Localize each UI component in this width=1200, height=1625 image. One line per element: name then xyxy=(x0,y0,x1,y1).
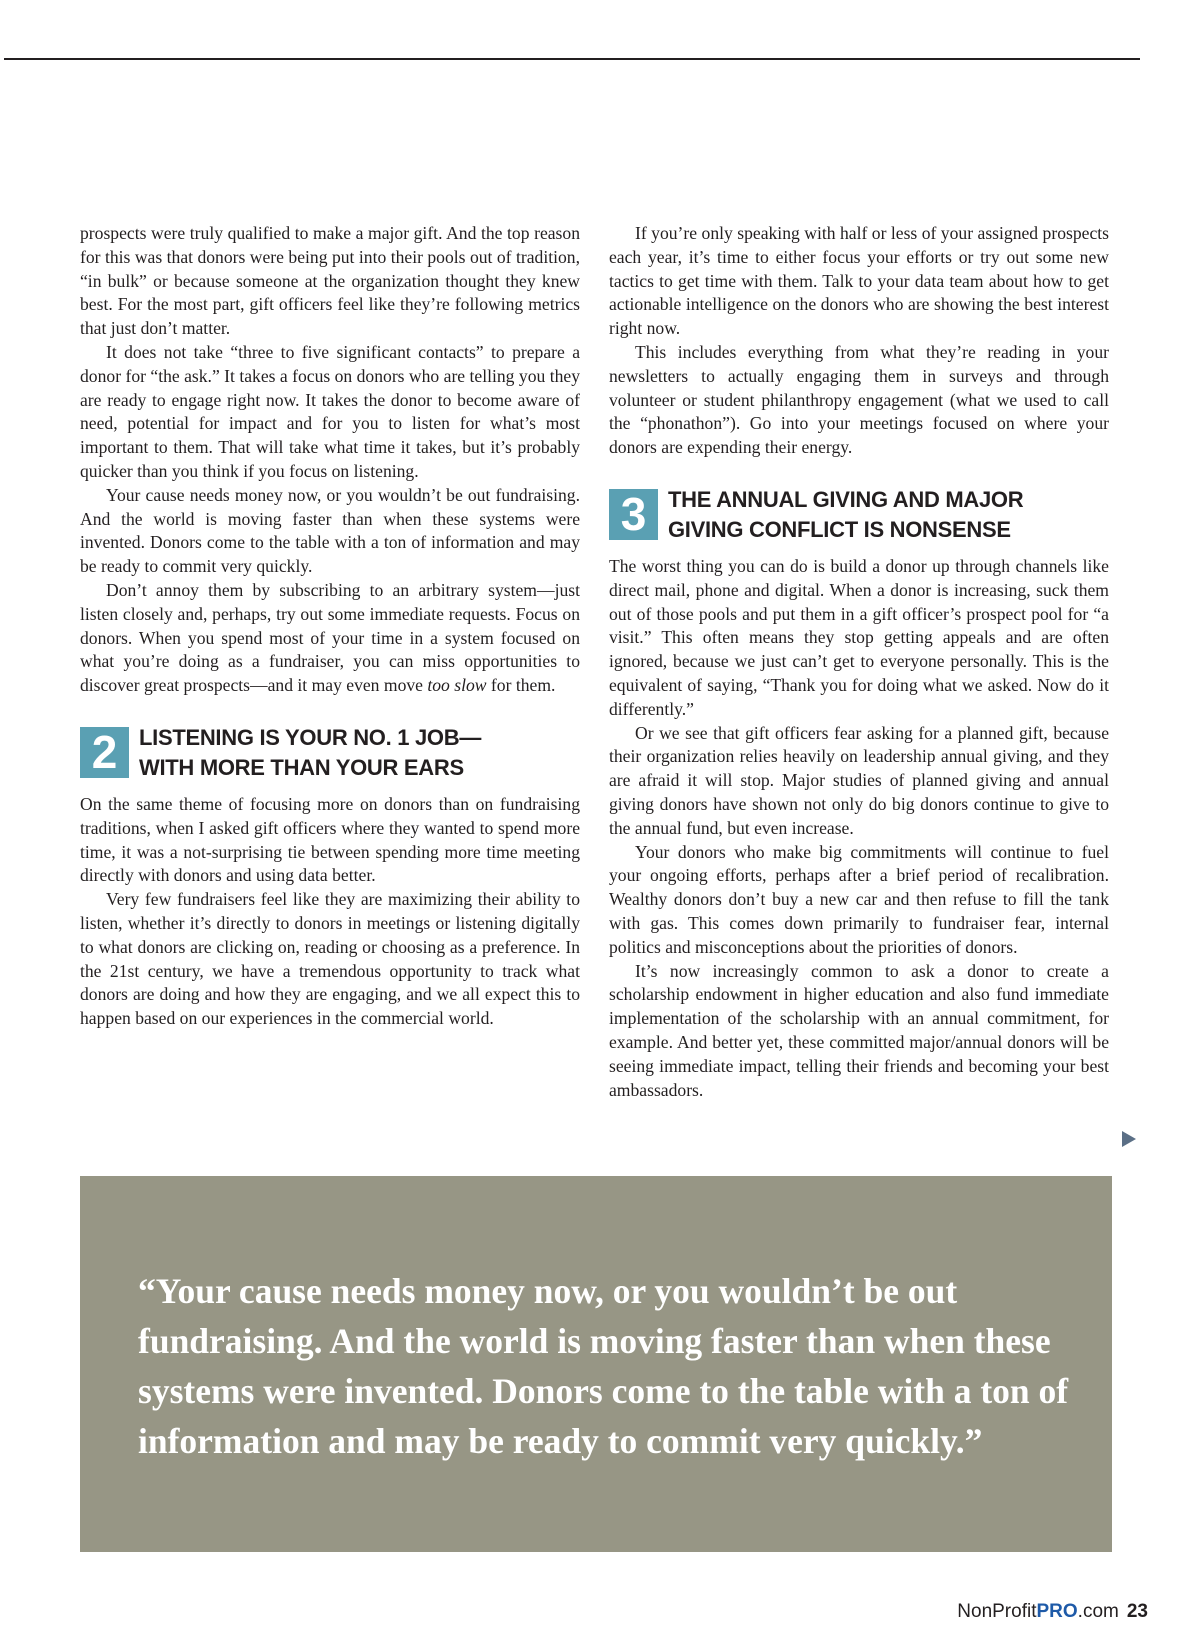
left-column xyxy=(80,222,580,1031)
triangle-right-icon xyxy=(1122,1131,1136,1147)
body-paragraph: On the same theme of focusing more on donors than on fundraising traditions, when I asked gift officers where they wanted to spend more time, it was a not-surprising tie between spending more time meeting directly with donors and using data better. xyxy=(80,793,580,886)
page-footer xyxy=(957,1601,1148,1623)
body-paragraph: It’s now increasingly common to ask a donor to create a scholarship endowment in higher education and also fund immediate implementation of the scholarship with an annual commitment, for example. And better yet, these committed major/annual donors will be seeing immediate impact, telling their friends and becoming your best ambassadors. xyxy=(609,960,1109,1100)
right-column xyxy=(609,222,1109,1102)
footer-brand-part: NonProfit xyxy=(957,1601,1037,1622)
footer-brand-part: PRO xyxy=(1036,1601,1078,1622)
section-title-line: LISTENING IS YOUR NO. 1 JOB— xyxy=(139,724,482,750)
body-paragraph: Your cause needs money now, or you wouldn’t be out fundraising. And the world is moving faster than when these systems were invented. Donors come to the table with a ton of information and may be ready to commit very quickly. xyxy=(80,484,580,577)
emphasis-text: too slow xyxy=(427,675,487,696)
page-number: 23 xyxy=(1126,1601,1148,1622)
body-text: Don’t annoy them by subscribing to an arbitrary system—just listen closely and, perhaps, try out some immediate requests. Focus on donors. When you spend most of your time in a system focused on what you’re doing as a fundraiser, you can miss opportunities to discover great prospects—and it may even move xyxy=(80,579,580,696)
body-paragraph: If you’re only speaking with half or less of your assigned prospects each year, it’s time to either focus your efforts or try out some new tactics to get time with them. Talk to your data team about how to get actionable intelligence on the donors who are showing the best interest right now. xyxy=(609,223,1109,339)
section-number-badge: 2 xyxy=(80,727,129,778)
body-text: for them. xyxy=(486,675,556,696)
body-paragraph: Your donors who make big commitments will continue to fuel your ongoing efforts, perhaps after a brief period of recalibration. Wealthy donors don’t buy a new car and then refuse to fill the tank with gas. This comes down primarily to fundraiser fear, internal politics and misconceptions about the priorities of donors. xyxy=(609,841,1109,957)
section-number-badge: 3 xyxy=(609,489,658,540)
body-paragraph: It does not take “three to five significant contacts” to prepare a donor for “the ask.” It takes a focus on donors who are telling you they are ready to engage right now. It takes the donor to become aware of need, potential for impact and for you to listen for what’s most important to them. That will take what time it takes, but it’s probably quicker than you think if you focus on listening. xyxy=(80,341,580,481)
section-2-heading xyxy=(80,723,580,783)
section-title xyxy=(139,723,481,783)
footer-brand-part: .com xyxy=(1077,1601,1119,1622)
pull-quote-box xyxy=(80,1176,1112,1552)
body-paragraph: The worst thing you can do is build a donor up through channels like direct mail, phone and digital. When a donor is increasing, suck them out of those pools and put them in a gift officer’s prospect pool for “a visit.” This often means they stop getting appeals and are often ignored, because we just can’t get to everyone personally. This is the equivalent of saying, “Thank you for doing what we asked. Now do it differently.” xyxy=(609,555,1109,719)
body-paragraph: This includes everything from what they’re reading in your newsletters to actually engaging them in surveys and through volunteer or student philanthropy engagement (what we used to call the “phonathon”). Go into your meetings focused on where your donors are expending their energy. xyxy=(609,341,1109,458)
body-paragraph: Very few fundraisers feel like they are maximizing their ability to listen, whether it’s directly to donors in meetings or listening digitally to what donors are clicking on, reading or choosing as a preference. In the 21st century, we have a tremendous opportunity to track what donors are doing and how they are engaging, and we all expect this to happen based on our experiences in the commercial world. xyxy=(80,889,580,1029)
section-title xyxy=(668,485,1023,545)
body-paragraph: Or we see that gift officers fear asking for a planned gift, because their organization relies heavily on leadership annual giving, and they are afraid it will stop. Major studies of planned giving and annual giving donors have shown not only do big donors continue to give to the annual fund, but even increase. xyxy=(609,722,1109,838)
section-title-line: WITH MORE THAN YOUR EARS xyxy=(139,754,464,780)
section-title-line: GIVING CONFLICT IS NONSENSE xyxy=(668,516,1011,542)
body-paragraph xyxy=(80,579,580,698)
body-paragraph: prospects were truly qualified to make a major gift. And the top reason for this was that donors were being put into their pools out of tradition, “in bulk” or because someone at the organization thought they knew best. For the most part, gift officers feel like they’re following metrics that just don’t matter. xyxy=(80,223,580,339)
pull-quote-text: “Your cause needs money now, or you wouldn’t be out fundraising. And the world is moving faster than when these systems were invented. Donors come to the table with a ton of information and may be ready to commit very quickly.” xyxy=(138,1271,1069,1461)
section-title-line: THE ANNUAL GIVING AND MAJOR xyxy=(668,486,1024,512)
top-rule xyxy=(4,58,1140,60)
section-3-heading xyxy=(609,485,1109,545)
